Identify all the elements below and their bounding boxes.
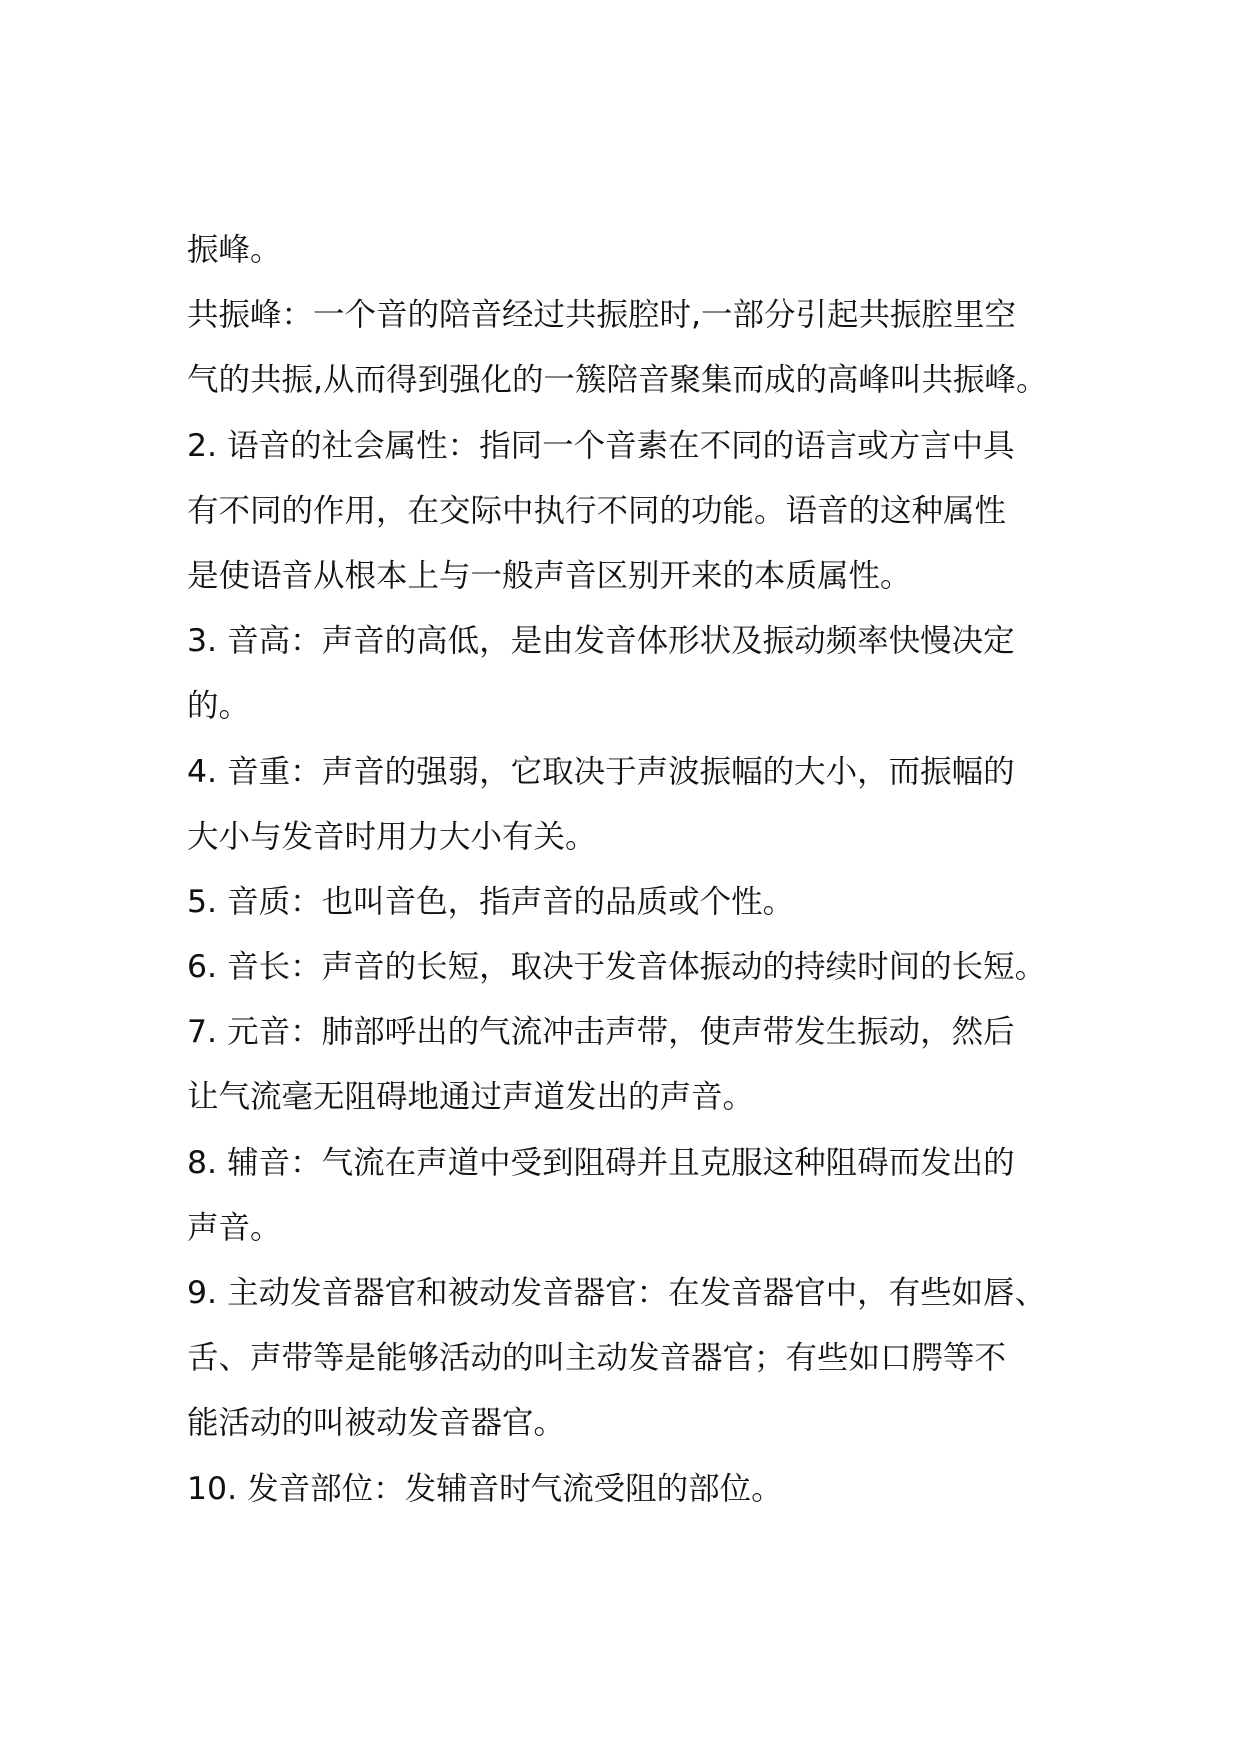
text-line: 气的共振,从而得到强化的一簇陪音聚集而成的高峰叫共振峰。 <box>187 362 1048 399</box>
text-line: 5. 音质：也叫音色，指声音的品质或个性。 <box>187 883 795 920</box>
text-line: 10. 发音部位：发辅音时气流受阻的部位。 <box>187 1470 783 1507</box>
text-line: 7. 元音：肺部呼出的气流冲击声带，使声带发生振动，然后 <box>187 1014 1015 1051</box>
text-line: 振峰。 <box>187 232 282 268</box>
text-line: 让气流毫无阻碍地通过声道发出的声音。 <box>187 1079 755 1116</box>
text-line: 2. 语音的社会属性：指同一个音素在不同的语言或方言中具 <box>187 427 1015 464</box>
text-line: 4. 音重：声音的强弱，它取决于声波振幅的大小，而振幅的 <box>187 753 1015 790</box>
text-line: 是使语音从根本上与一般声音区别开来的本质属性。 <box>187 557 912 594</box>
text-line: 大小与发音时用力大小有关。 <box>187 818 597 855</box>
text-line: 6. 音长：声音的长短，取决于发音体振动的持续时间的长短。 <box>187 949 1047 986</box>
text-line: 能活动的叫被动发音器官。 <box>187 1405 566 1442</box>
text-line: 声音。 <box>187 1209 282 1246</box>
text-line: 有不同的作用，在交际中执行不同的功能。语音的这种属性 <box>187 492 1007 529</box>
text-line: 舌、声带等是能够活动的叫主动发音器官；有些如口腭等不 <box>187 1340 1007 1377</box>
document-body <box>187 218 1087 1522</box>
text-line: 9. 主动发音器官和被动发音器官：在发音器官中，有些如唇、 <box>187 1275 1047 1311</box>
text-line: 8. 辅音：气流在声道中受到阻碍并且克服这种阻碍而发出的 <box>187 1144 1015 1181</box>
text-line: 的。 <box>187 688 251 725</box>
text-line: 3. 音高：声音的高低，是由发音体形状及振动频率快慢决定 <box>187 623 1015 660</box>
text-line: 共振峰：一个音的陪音经过共振腔时,一部分引起共振腔里空 <box>187 297 1017 334</box>
